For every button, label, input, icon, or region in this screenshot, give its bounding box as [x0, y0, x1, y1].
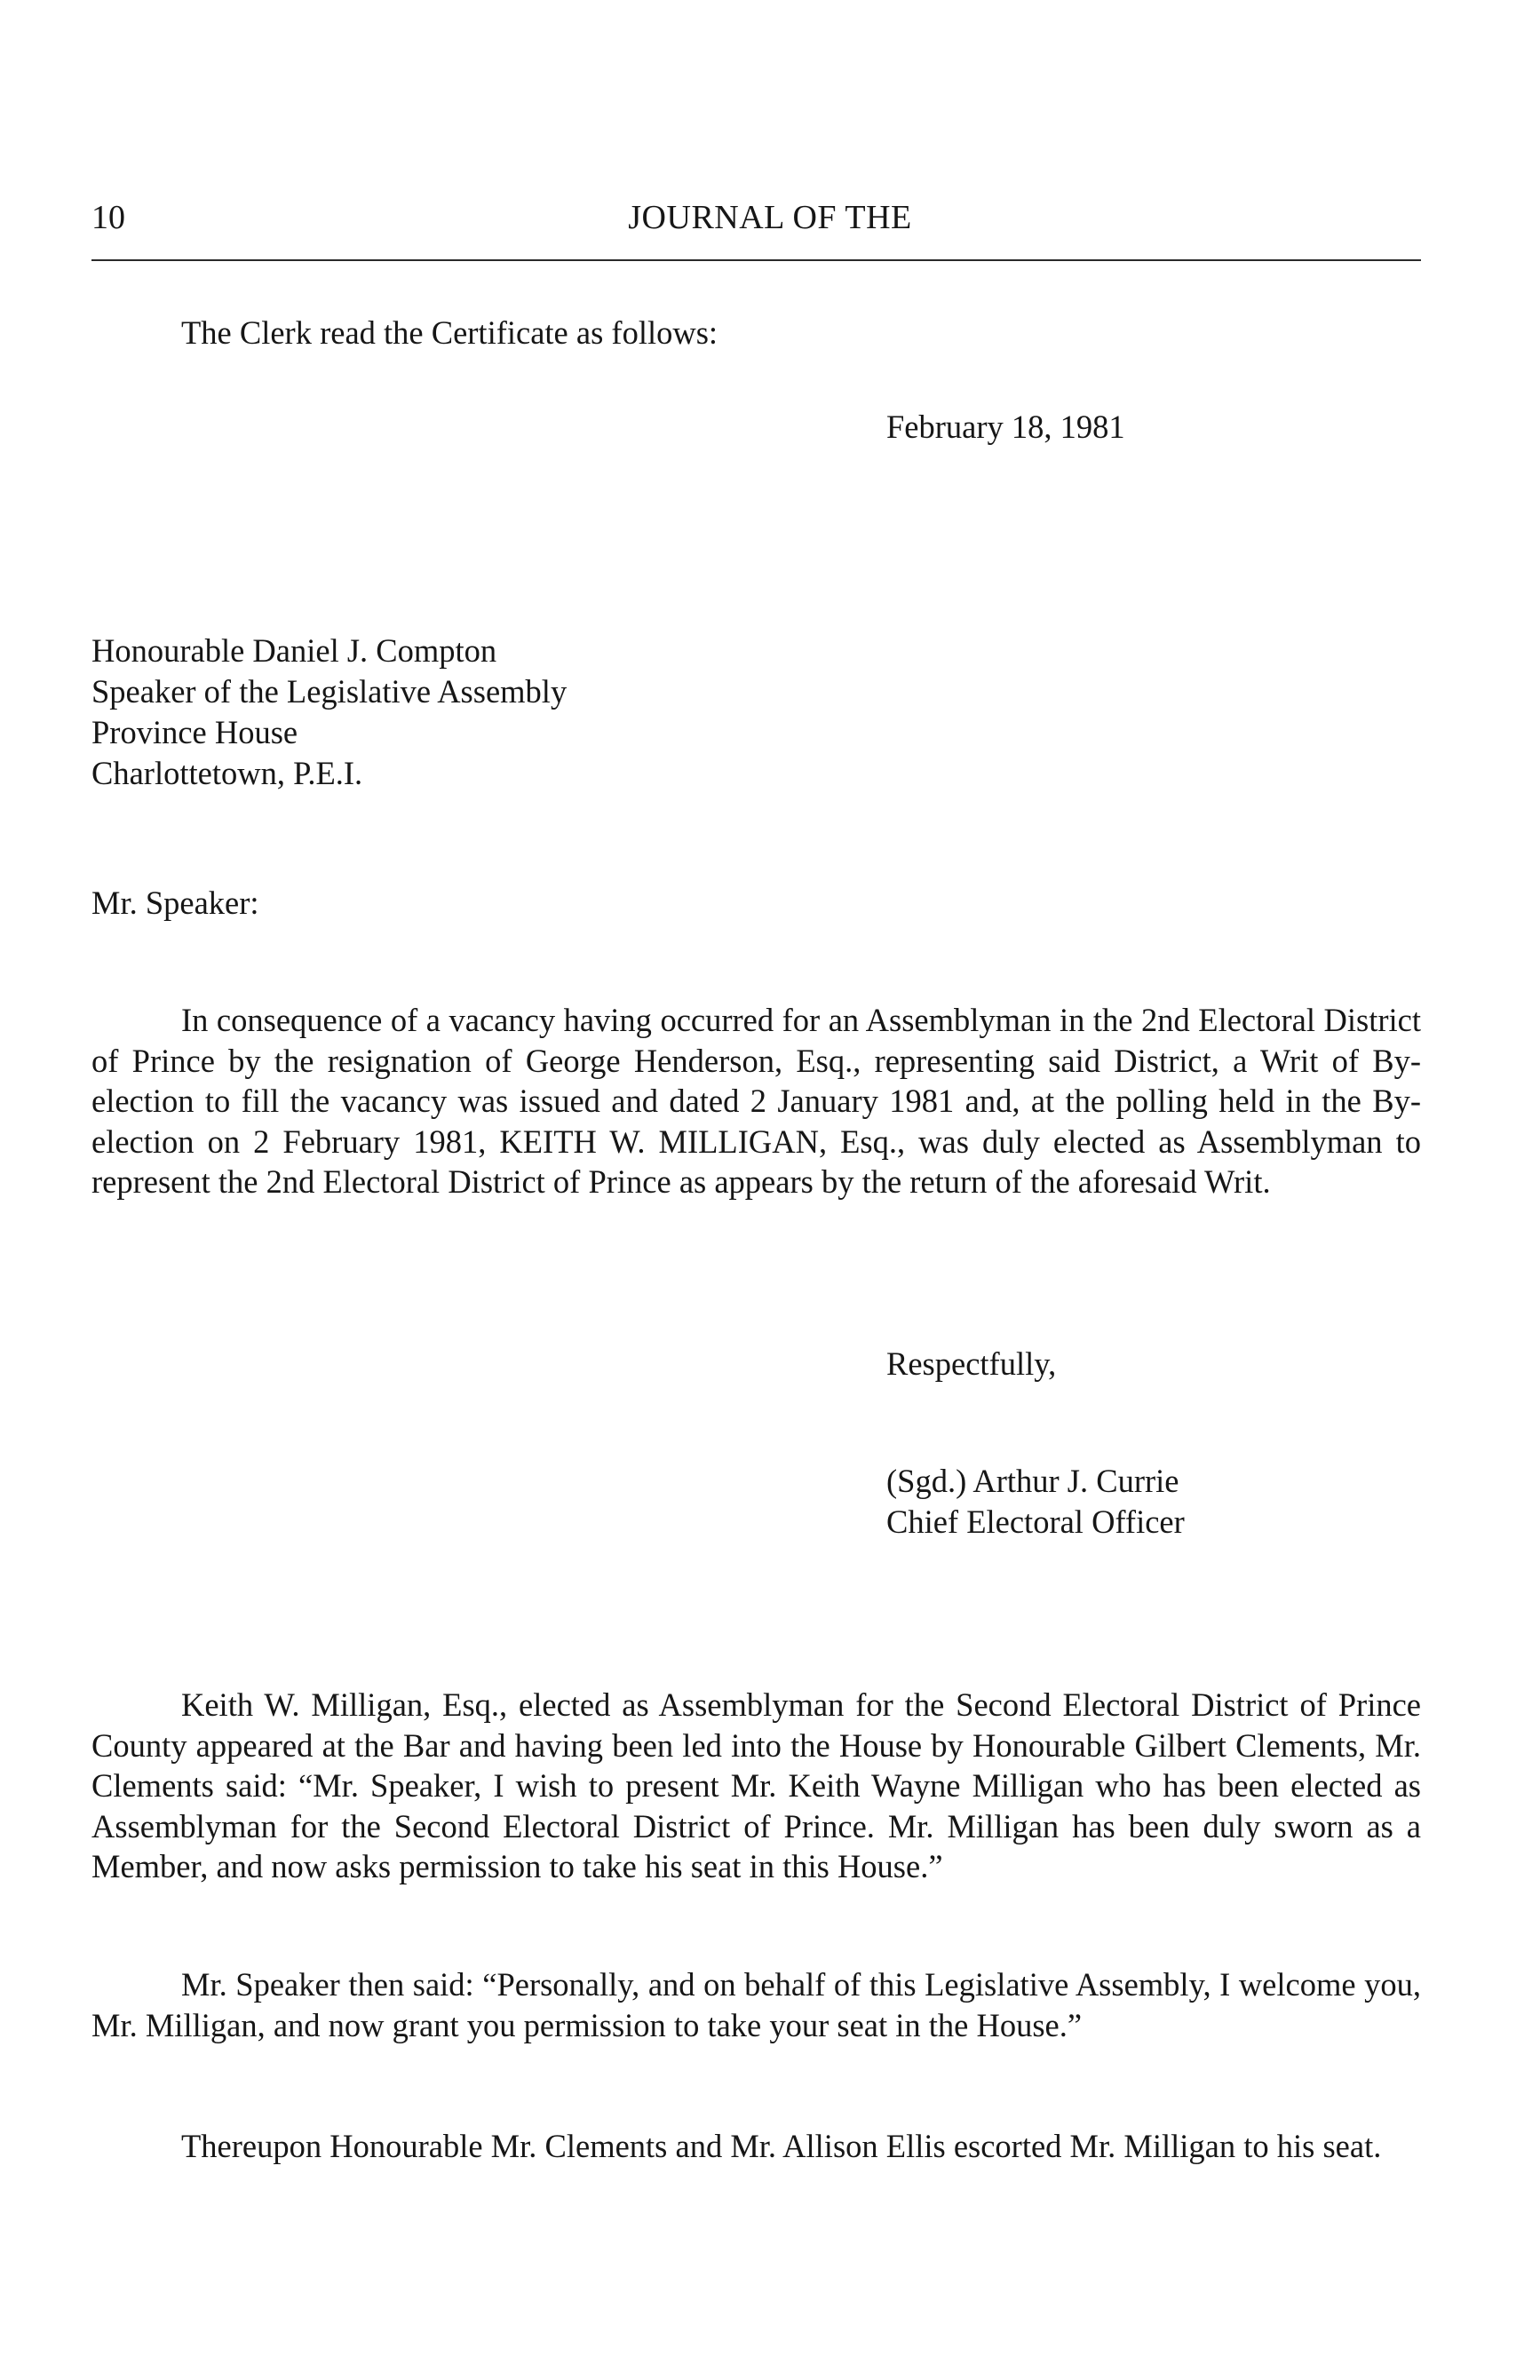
- header-rule: [91, 259, 1421, 261]
- intro-line: The Clerk read the Certificate as follows:: [181, 314, 718, 351]
- running-head: JOURNAL OF THE: [628, 199, 912, 236]
- address-line: Speaker of the Legislative Assembly: [91, 673, 568, 710]
- paragraph-speaker-welcome: Mr. Speaker then said: “Personally, and on behalf of this Legislative Assembly, I welcome you, Mr. Milligan, and now grant you permission to take your seat in the House.”: [91, 1966, 1421, 2043]
- salutation: Mr. Speaker:: [91, 885, 259, 921]
- page-number: 10: [91, 199, 125, 236]
- paragraph-milligan-introduction: Keith W. Milligan, Esq., elected as Assemblyman for the Second Electoral District of Prince County appeared at the Bar and having been led into the House by Honourable Gilbert Clements, Mr. Clements said: “Mr. Speaker, I wish to present Mr. Keith Wayne Milligan who has been elected as Assemblyman for the Second Electoral District of Prince. Mr. Milligan has been duly sworn as a Member, and now asks permission to take his seat in this House.”: [91, 1686, 1421, 1884]
- signature-title: Chief Electoral Officer: [886, 1503, 1185, 1540]
- signature-block: [886, 1461, 1185, 1543]
- address-line: Charlottetown, P.E.I.: [91, 755, 363, 791]
- address-block: [91, 631, 567, 794]
- paragraph-escort: Thereupon Honourable Mr. Clements and Mr. Allison Ellis escorted Mr. Milligan to his seat.: [181, 2128, 1382, 2164]
- certificate-body: In consequence of a vacancy having occurred for an Assemblyman in the 2nd Electoral District of Prince by the resignation of George Henderson, Esq., representing said District, a Writ of By-election to fill the vacancy was issued and dated 2 January 1981 and, at the polling held in the By-election on 2 February 1981, KEITH W. MILLIGAN, Esq., was duly elected as Assemblyman to represent the 2nd Electoral District of Prince as appears by the return of the aforesaid Writ.: [91, 1002, 1421, 1200]
- signature: (Sgd.) Arthur J. Currie: [886, 1463, 1179, 1499]
- address-line: Province House: [91, 714, 298, 750]
- certificate-date: February 18, 1981: [886, 409, 1125, 445]
- address-line: Honourable Daniel J. Compton: [91, 632, 497, 669]
- closing: Respectfully,: [886, 1345, 1057, 1382]
